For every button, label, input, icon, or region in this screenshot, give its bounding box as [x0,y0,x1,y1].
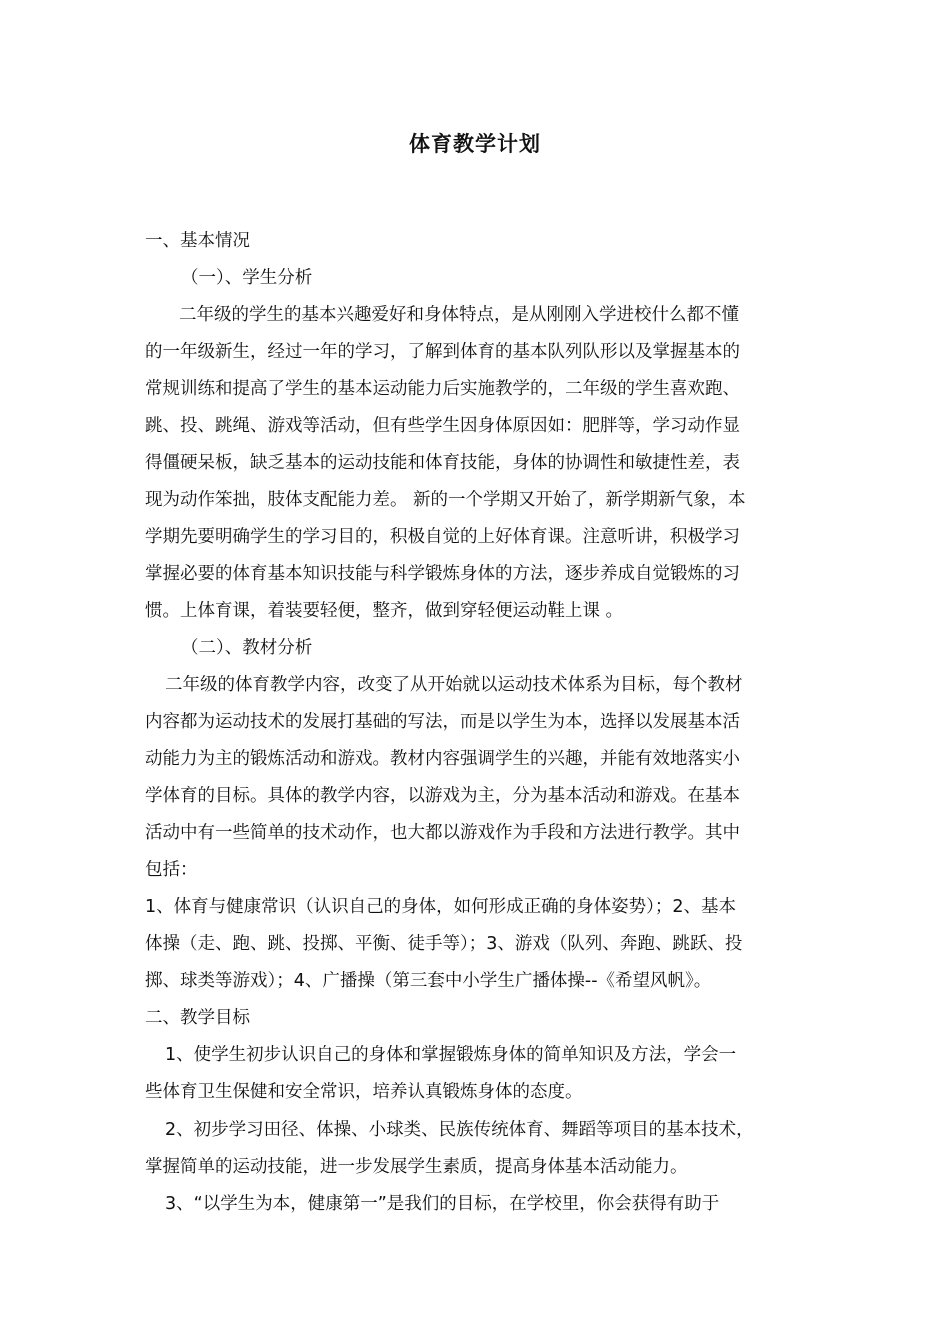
paragraph-line: 二年级的体育教学内容，改变了从开始就以运动技术体系为目标，每个教材 [165,675,743,695]
paragraph-line: 学期先要明确学生的学习目的，积极自觉的上好体育课。注意听讲，积极学习 [145,527,740,547]
paragraph-line: 掌握简单的运动技能，进一步发展学生素质，提高身体基本活动能力。 [145,1157,688,1177]
subsection-heading-material-analysis: （二）、教材分析 [181,638,313,658]
paragraph-line: 活动中有一些简单的技术动作，也大都以游戏作为手段和方法进行教学。其中 [145,823,740,843]
section-heading-basic-situation: 一、基本情况 [145,231,250,251]
paragraph-line: 1、体育与健康常识（认识自己的身体，如何形成正确的身体姿势）；2、基本 [145,897,737,917]
paragraph-line: 1、使学生初步认识自己的身体和掌握锻炼身体的简单知识及方法，学会一 [165,1045,737,1065]
paragraph-line: 体操（走、跑、跳、投掷、平衡、徒手等）；3、游戏（队列、奔跑、跳跃、投 [145,934,743,954]
paragraph-line: 些体育卫生保健和安全常识，培养认真锻炼身体的态度。 [145,1082,583,1102]
paragraph-line: 动能力为主的锻炼活动和游戏。教材内容强调学生的兴趣，并能有效地落实小 [145,749,740,769]
paragraph-line: 2、初步学习田径、体操、小球类、民族传统体育、舞蹈等项目的基本技术， [165,1120,754,1140]
paragraph-line: 学体育的目标。具体的教学内容，以游戏为主，分为基本活动和游戏。在基本 [145,786,740,806]
paragraph-line: 得僵硬呆板，缺乏基本的运动技能和体育技能，身体的协调性和敏捷性差，表 [145,453,740,473]
subsection-heading-student-analysis: （一）、学生分析 [181,268,313,288]
paragraph-line: 现为动作笨拙，肢体支配能力差。 新的一个学期又开始了，新学期新气象，本 [145,490,746,510]
paragraph-line: 的一年级新生，经过一年的学习，了解到体育的基本队列队形以及掌握基本的 [145,342,740,362]
section-heading-teaching-goals: 二、教学目标 [145,1008,250,1028]
paragraph-line: 掷、球类等游戏）；4、广播操（第三套中小学生广播体操--《希望风帆》。 [145,971,712,991]
paragraph-line: 内容都为运动技术的发展打基础的写法，而是以学生为本，选择以发展基本活 [145,712,740,732]
paragraph-line: 二年级的学生的基本兴趣爱好和身体特点，是从刚刚入学进校什么都不懂 [179,305,739,325]
paragraph-line: 3、“以学生为本，健康第一”是我们的目标，在学校里，你会获得有助于 [165,1194,720,1214]
document-title: 体育教学计划 [409,132,541,156]
paragraph-line: 常规训练和提高了学生的基本运动能力后实施教学的，二年级的学生喜欢跑、 [145,379,740,399]
paragraph-line: 掌握必要的体育基本知识技能与科学锻炼身体的方法，逐步养成自觉锻炼的习 [145,564,740,584]
paragraph-line: 包括： [145,860,198,880]
paragraph-line: 跳、投、跳绳、游戏等活动，但有些学生因身体原因如：肥胖等，学习动作显 [145,416,740,436]
paragraph-line: 惯。上体育课，着装要轻便，整齐，做到穿轻便运动鞋上课 。 [145,601,624,621]
